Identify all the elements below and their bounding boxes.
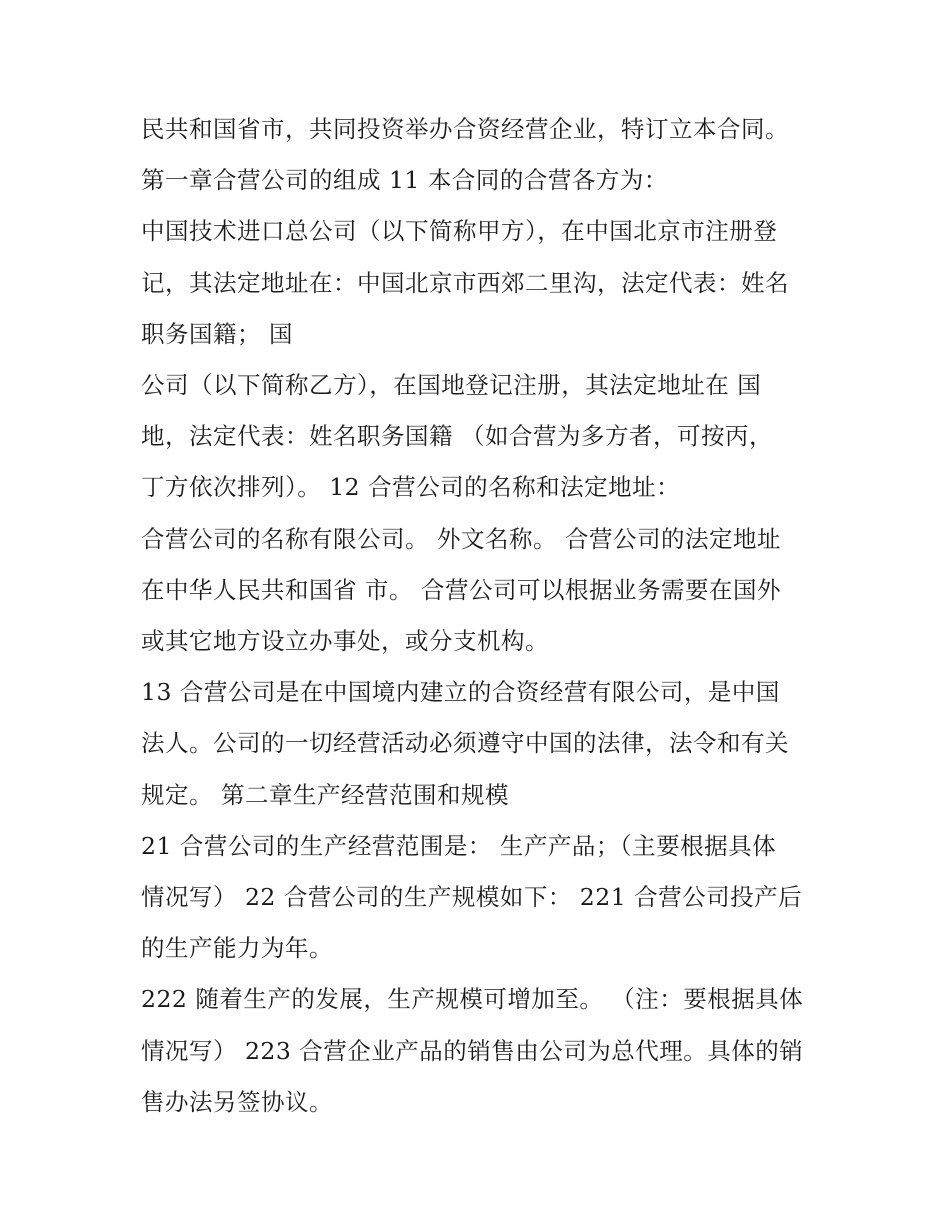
text-line: 情况写） 223 合营企业产品的销售由公司为总代理。具体的销 xyxy=(141,1036,804,1065)
text-line: 丁方依次排列）。 12 合营公司的名称和法定地址： xyxy=(141,473,681,502)
text-line: 法人。公司的一切经营活动必须遵守中国的法律，法令和有关 xyxy=(141,729,789,758)
text-line: 公司（以下简称乙方），在国地登记注册，其法定地址在 国 xyxy=(141,371,762,400)
document-body xyxy=(141,104,831,1128)
text-line: 记，其法定地址在：中国北京市西郊二里沟，法定代表：姓名 xyxy=(141,268,789,297)
text-line: 规定。 第二章生产经营范围和规模 xyxy=(141,780,509,809)
text-line: 在中华人民共和国省 市。 合营公司可以根据业务需要在国外 xyxy=(141,575,781,604)
text-line: 中国技术进口总公司（以下简称甲方），在中国北京市注册登 xyxy=(141,217,778,246)
text-line: 222 随着生产的发展，生产规模可增加至。 （注：要根据具体 xyxy=(141,985,804,1014)
text-line: 情况写） 22 合营公司的生产规模如下： 221 合营公司投产后 xyxy=(141,883,803,912)
text-line: 或其它地方设立办事处，或分支机构。 xyxy=(141,627,549,656)
text-line: 售办法另签协议。 xyxy=(141,1087,333,1116)
text-line: 民共和国省市，共同投资举办合资经营企业，特订立本合同。 xyxy=(141,115,789,143)
text-line: 地，法定代表：姓名职务国籍 （如合营为多方者，可按丙， xyxy=(141,422,773,451)
text-line: 合营公司的名称有限公司。 外文名称。 合营公司的法定地址 xyxy=(141,524,781,553)
text-line: 第一章合营公司的组成 11 本合同的合营各方为： xyxy=(141,166,668,195)
text-line: 13 合营公司是在中国境内建立的合资经营有限公司，是中国 xyxy=(141,678,780,707)
text-line: 的生产能力为年。 xyxy=(141,934,333,963)
text-line: 职务国籍； 国 xyxy=(141,319,293,348)
text-line: 21 合营公司的生产经营范围是： 生产产品；（主要根据具体 xyxy=(141,831,777,860)
